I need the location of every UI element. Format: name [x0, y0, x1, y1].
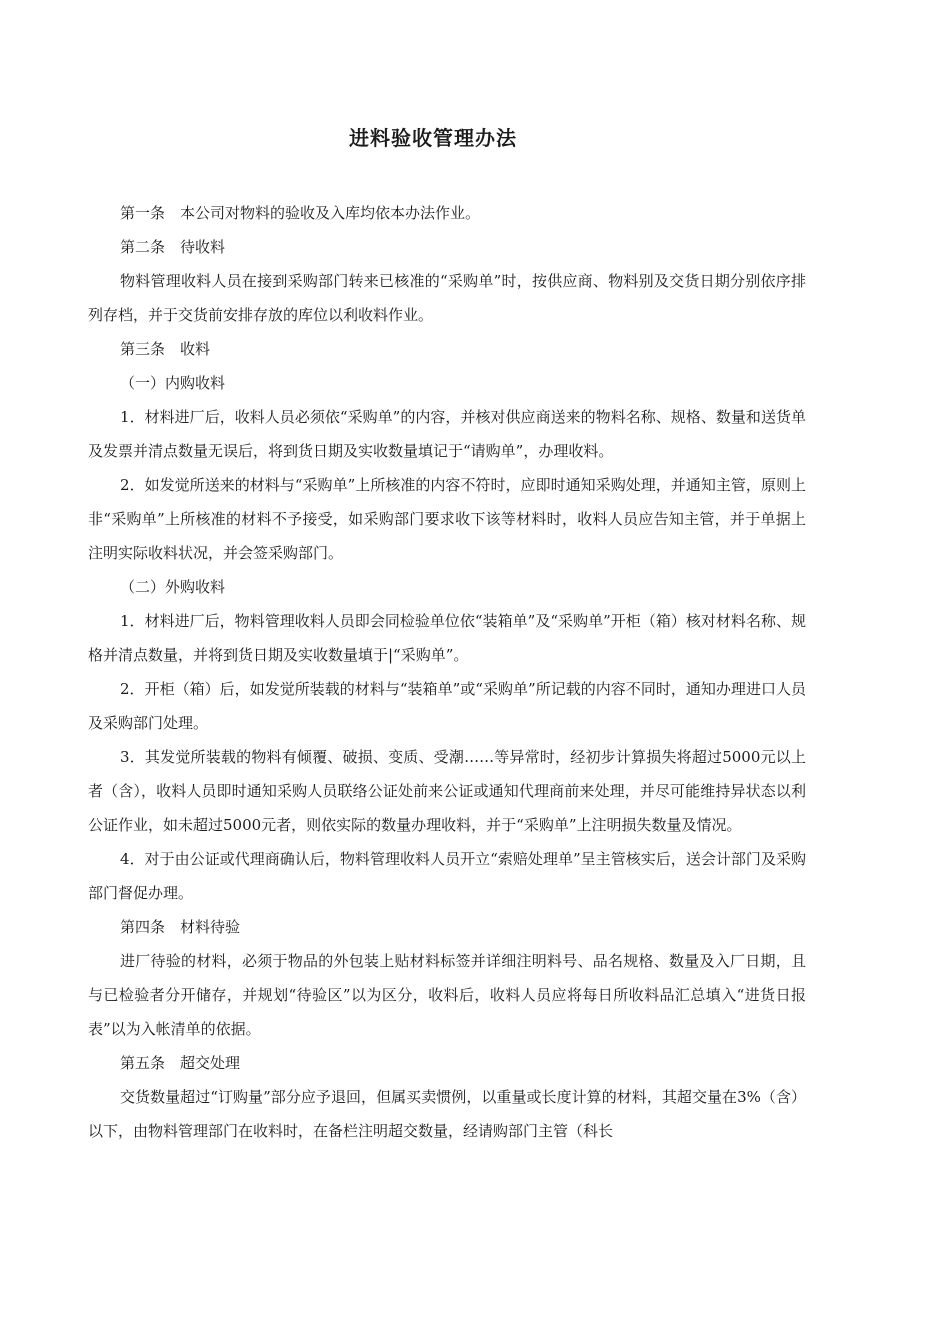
document-title: 进料验收管理办法 [349, 126, 517, 150]
import-item-3: 3．其发觉所装载的物料有倾覆、破损、变质、受潮……等异常时，经初步计算损失将超过5000元以上者（含），收料人员即时通知采购人员联络公证处前来公证或通知代理商前来处理，并尽可能维持异状态以利公证作业，如未超过5000元者，则依实际的数量办理收料，并于“采购单”上注明损失数量及情况。 [88, 748, 806, 834]
article-4-text: 进厂待验的材料，必须于物品的外包装上贴材料标签并详细注明料号、品名规格、数量及入厂日期，且与已检验者分开储存，并规划“待验区”以为区分，收料后，收料人员应将每日所收料品汇总填入“进货日报表”以为入帐清单的依据。 [88, 952, 806, 1038]
article-5-text: 交货数量超过“订购量”部分应予退回，但属买卖惯例，以重量或长度计算的材料，其超交量在3%（含）以下，由物料管理部门在收料时，在备栏注明超交数量，经请购部门主管（科长 [88, 1088, 806, 1140]
section-domestic-heading: （一）内购收料 [120, 374, 226, 392]
article-1: 第一条 本公司对物料的验收及入库均依本办法作业。 [120, 204, 481, 222]
article-3-heading: 第三条 收料 [120, 340, 211, 358]
import-item-4: 4．对于由公证或代理商确认后，物料管理收料人员开立“索赔处理单”呈主管核实后，送会计部门及采购部门督促办理。 [88, 850, 806, 902]
section-import-heading: （二）外购收料 [120, 578, 226, 596]
document-body [88, 196, 806, 1148]
article-2-text: 物料管理收料人员在接到采购部门转来已核准的“采购单”时，按供应商、物料别及交货日期分别依序排列存档，并于交货前安排存放的库位以利收料作业。 [88, 272, 806, 324]
domestic-item-2: 2．如发觉所送来的材料与“采购单”上所核准的内容不符时，应即时通知采购处理，并通知主管，原则上非“采购单”上所核准的材料不予接受，如采购部门要求收下该等材料时，收料人员应告知主管，并于单据上注明实际收料状况，并会签采购部门。 [88, 476, 806, 562]
article-2-heading: 第二条 待收料 [120, 238, 226, 256]
import-item-1: 1．材料进厂后，物料管理收料人员即会同检验单位依“装箱单”及“采购单”开柜（箱）核对材料名称、规格并清点数量，并将到货日期及实收数量填于|“采购单”。 [88, 612, 806, 664]
domestic-item-1: 1．材料进厂后，收料人员必须依“采购单”的内容，并核对供应商送来的物料名称、规格、数量和送货单及发票并清点数量无误后，将到货日期及实收数量填记于“请购单”，办理收料。 [88, 408, 806, 460]
article-5-heading: 第五条 超交处理 [120, 1054, 241, 1072]
article-4-heading: 第四条 材料待验 [120, 918, 241, 936]
import-item-2: 2．开柜（箱）后，如发觉所装载的材料与“装箱单”或“采购单”所记载的内容不同时，通知办理进口人员及采购部门处理。 [88, 680, 806, 732]
